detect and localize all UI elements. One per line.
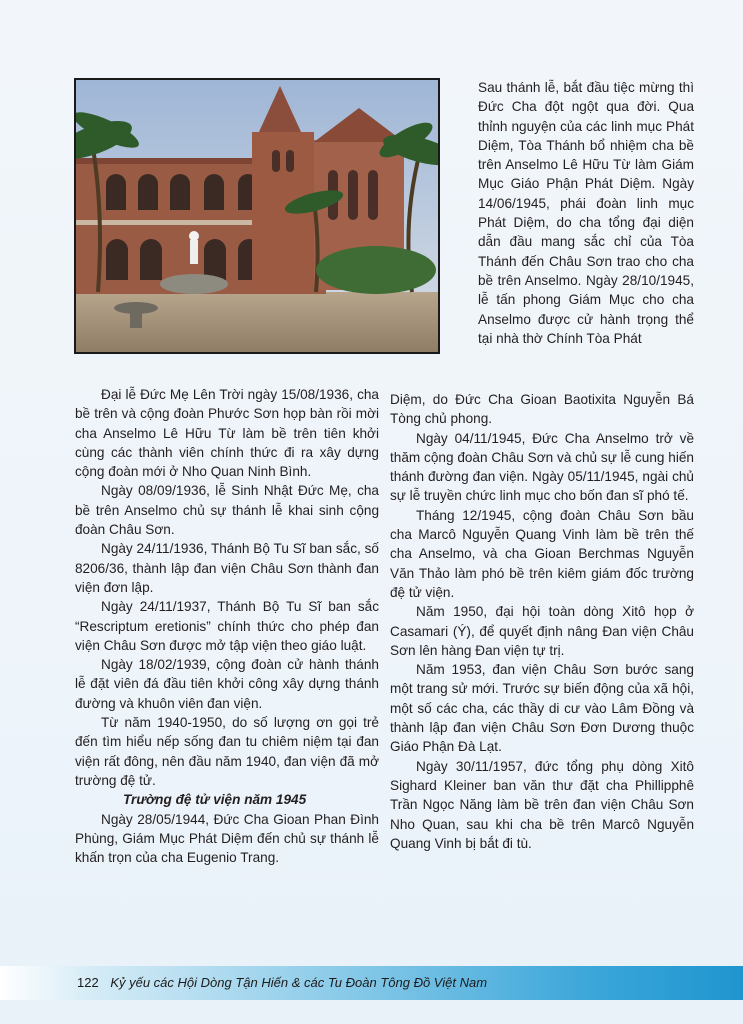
- paragraph: Đại lễ Đức Mẹ Lên Trời ngày 15/08/1936, cha bề trên và cộng đoàn Phước Sơn họp bàn rồi mời cha Anselmo Lê Hữu Từ làm bề trên tiên khởi cùng các thành viên chính thức đi ra xây dựng cộng đoàn mới ở Nho Quan Ninh Bình.: [75, 387, 379, 480]
- paragraph: Ngày 08/09/1936, lễ Sinh Nhật Đức Mẹ, cha bề trên Anselmo chủ sự thánh lễ khai sinh cộng đoàn Châu Sơn.: [75, 483, 379, 538]
- paragraph: Ngày 24/11/1936, Thánh Bộ Tu Sĩ ban sắc, số 8206/36, thành lập đan viện Châu Sơn thành đan viện đơn lập.: [75, 541, 379, 595]
- paragraph: Ngày 24/11/1937, Thánh Bộ Tu Sĩ ban sắc “Rescriptum eretionis” chính thức cho phép đan viện Châu Sơn được mở tập viện theo giáo luật.: [75, 599, 379, 653]
- monastery-photo: [74, 78, 440, 354]
- paragraph: Tháng 12/1945, cộng đoàn Châu Sơn bầu cha Marcô Nguyễn Quang Vinh làm bề trên thế cha Anselmo, và cha Gioan Berchmas Nguyễn Văn Thảo làm phó bề trên kiêm giám đốc trường đệ tử viện.: [390, 507, 694, 600]
- paragraph: Sau thánh lễ, bắt đầu tiệc mừng thì Đức Cha đột ngột qua đời. Qua thỉnh nguyện của các linh mục Phát Diệm, Tòa Thánh bổ nhiệm cha bề trên Anselmo Lê Hữu Từ làm Giám Mục Giáo Phận Phát Diệm. Ngày 14/06/1945, phái đoàn linh mục Phát Diệm, do cha tổng đại diện dẫn đầu mang sắc chỉ của Tòa Thánh đến Châu Sơn trao cho cha bề trên Anselmo. Ngày 28/10/1945, lễ tấn phong Giám Mục cho cha Anselmo được cử hành trọng thể tại nhà thờ Chính Tòa Phát: [478, 80, 694, 346]
- left-column: [75, 385, 379, 867]
- section-heading: Trường đệ tử viện năm 1945: [123, 792, 307, 808]
- page-number: 122: [77, 975, 99, 990]
- paragraph: Ngày 04/11/1945, Đức Cha Anselmo trở về thăm cộng đoàn Châu Sơn và chủ sự lễ cung hiến thánh đường đan viện. Ngày 05/11/1945, ngài chủ sự lễ truyền chức linh mục cho bốn đan sĩ phó tế.: [390, 430, 694, 504]
- paragraph: Năm 1950, đại hội toàn dòng Xitô họp ở Casamari (Ý), để quyết định nâng Đan viện Châu Sơn lên hàng Đan viện tự trị.: [390, 604, 694, 658]
- paragraph-continuation: Diệm, do Đức Cha Gioan Baotixita Nguyễn Bá Tòng chủ phong.: [390, 392, 694, 427]
- paragraph: Ngày 18/02/1939, cộng đoàn cử hành thánh lễ đặt viên đá đầu tiên khởi công xây dựng thánh đường và khuôn viên đan viện.: [75, 657, 379, 711]
- paragraph: Năm 1953, đan viện Châu Sơn bước sang một trang sử mới. Trước sự biến động của xã hội, một số các cha, các thầy di cư vào Lâm Đồng và thành lập đan viện Châu Sơn Đơn Dương thuộc Giáo Phận Đà Lạt.: [390, 662, 694, 755]
- footer: [77, 974, 487, 992]
- right-column: [390, 390, 694, 853]
- paragraph: Ngày 30/11/1957, đức tổng phụ dòng Xitô Sighard Kleiner ban văn thư đặt cha Phillipphê Trần Ngọc Năng làm bề trên đan viện Châu Sơn Nho Quan, sau khi cha bề trên Marcô Nguyễn Quang Vinh bị bắt đi tù.: [390, 758, 694, 851]
- paragraph: Từ năm 1940-1950, do số lượng ơn gọi trẻ đến tìm hiểu nếp sống đan tu chiêm niệm tại đan viện rất đông, nên đầu năm 1940, đan viện đã mở trường đệ tử.: [75, 715, 379, 788]
- footer-title: Kỷ yếu các Hội Dòng Tận Hiến & các Tu Đoàn Tông Đồ Việt Nam: [110, 975, 488, 990]
- photo-illustration: [76, 80, 438, 352]
- right-top-column: [478, 78, 694, 348]
- paragraph: Ngày 28/05/1944, Đức Cha Gioan Phan Đình Phùng, Giám Mục Phát Diệm đến chủ sự thánh lễ khấn trọn của cha Eugenio Trang.: [75, 811, 379, 866]
